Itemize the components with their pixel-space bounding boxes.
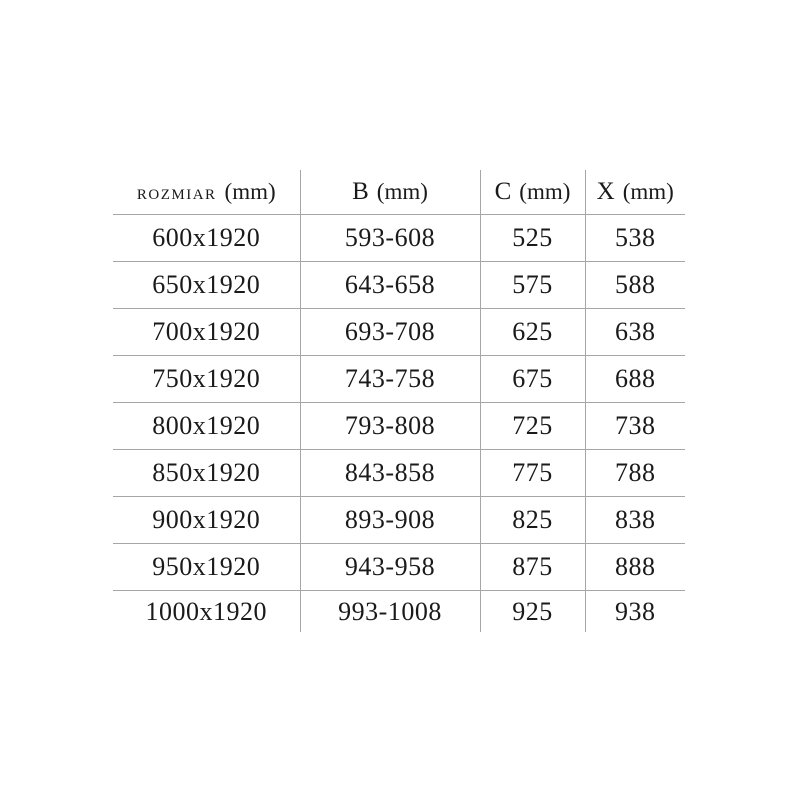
- cell-b: 593-608: [300, 215, 480, 262]
- column-header-b: [300, 170, 480, 215]
- cell-c: 625: [480, 309, 585, 356]
- table-row: [113, 309, 685, 356]
- cell-x: 638: [585, 309, 685, 356]
- table-row: [113, 262, 685, 309]
- column-header-unit: (mm): [519, 179, 571, 204]
- cell-c: 925: [480, 591, 585, 633]
- cell-rozmiar: 750x1920: [113, 356, 300, 403]
- cell-rozmiar: 600x1920: [113, 215, 300, 262]
- cell-c: 825: [480, 497, 585, 544]
- cell-x: 888: [585, 544, 685, 591]
- cell-c: 575: [480, 262, 585, 309]
- cell-x: 688: [585, 356, 685, 403]
- cell-rozmiar: 650x1920: [113, 262, 300, 309]
- cell-rozmiar: 900x1920: [113, 497, 300, 544]
- table-row: [113, 544, 685, 591]
- cell-b: 793-808: [300, 403, 480, 450]
- cell-x: 788: [585, 450, 685, 497]
- cell-rozmiar: 850x1920: [113, 450, 300, 497]
- cell-rozmiar: 700x1920: [113, 309, 300, 356]
- cell-x: 938: [615, 596, 656, 626]
- cell-x: 588: [585, 262, 685, 309]
- cell-x: 838: [585, 497, 685, 544]
- column-header-label: ROZMIAR: [136, 187, 217, 203]
- table-header-row: [113, 170, 685, 215]
- column-header-label: C: [494, 178, 512, 205]
- cell-c: 675: [480, 356, 585, 403]
- table-row: [113, 356, 685, 403]
- column-header-c: [480, 170, 585, 215]
- column-header-rozmiar: [113, 170, 300, 215]
- cell-rozmiar: 800x1920: [113, 403, 300, 450]
- cell-b: 993-1008: [300, 591, 480, 633]
- column-header-unit: (mm): [622, 179, 674, 204]
- cell-c: 875: [480, 544, 585, 591]
- column-header-unit: (mm): [376, 179, 428, 204]
- column-header-label: B: [352, 178, 369, 205]
- cell-c: 725: [480, 403, 585, 450]
- size-spec-table: [113, 170, 685, 632]
- table-row: [113, 497, 685, 544]
- column-header-x: [585, 170, 685, 215]
- column-header-label: X: [596, 178, 615, 205]
- cell-b: 743-758: [300, 356, 480, 403]
- table-row: [113, 450, 685, 497]
- table-row: [113, 215, 685, 262]
- column-header-unit: (mm): [224, 179, 276, 204]
- cell-x: 738: [585, 403, 685, 450]
- cell-b: 893-908: [300, 497, 480, 544]
- cell-rozmiar: 1000x1920: [113, 591, 300, 633]
- cell-b: 843-858: [300, 450, 480, 497]
- cell-x: 538: [585, 215, 685, 262]
- table-row: [113, 403, 685, 450]
- cell-b: 943-958: [300, 544, 480, 591]
- cell-c: 525: [480, 215, 585, 262]
- cell-c: 775: [480, 450, 585, 497]
- cell-b: 693-708: [300, 309, 480, 356]
- cell-b: 643-658: [300, 262, 480, 309]
- table-row: [113, 591, 685, 633]
- cell-rozmiar: 950x1920: [113, 544, 300, 591]
